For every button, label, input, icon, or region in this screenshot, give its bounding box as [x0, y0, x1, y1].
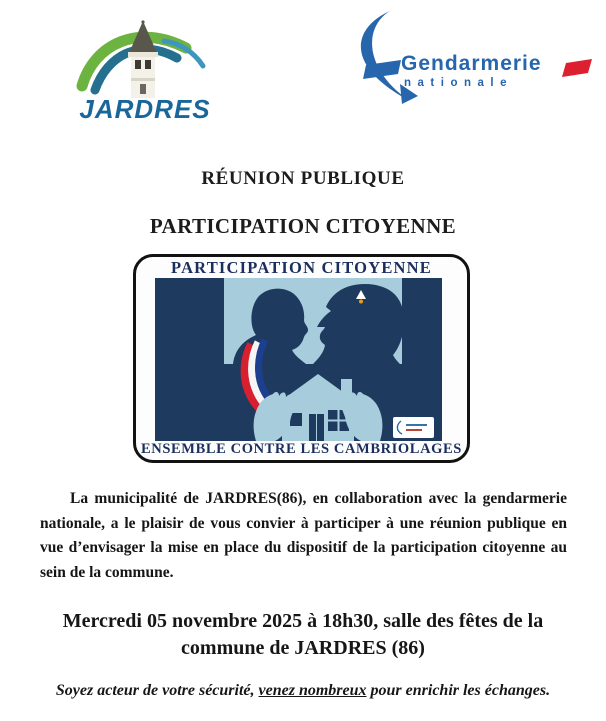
jardres-logo	[74, 20, 216, 125]
partner-badge	[393, 417, 434, 438]
poster-footer: ENSEMBLE CONTRE LES CAMBRIOLAGES	[141, 441, 462, 457]
main-title: RÉUNION PUBLIQUE	[201, 168, 405, 189]
cap-emblem-dot	[359, 300, 363, 304]
poster-header: PARTICIPATION CITOYENNE	[171, 258, 432, 277]
participation-citoyenne-poster	[133, 254, 470, 463]
closing-part2: pour enrichir les échanges.	[366, 682, 551, 699]
event-details: Mercredi 05 novembre 2025 à 18h30, salle des fêtes de la commune de JARDRES (86)	[62, 610, 544, 659]
gendarmerie-logo	[338, 8, 596, 120]
poster-illustration	[155, 278, 442, 441]
poster-art	[155, 278, 442, 441]
jardres-church-icon	[74, 20, 216, 100]
gendarmerie-logo-title: Gendarmerie	[401, 52, 542, 75]
closing-line	[0, 682, 606, 700]
invitation-paragraph: La municipalité de JARDRES(86), en collaboration avec la gendarmerie nationale, a le plaisir de vous convier à participer à une réunion publique en vue d’envisager la mise en place du dispositif de la participation citoyenne au sein de la commune.	[40, 490, 567, 581]
closing-part1: Soyez acteur de votre sécurité,	[55, 682, 259, 699]
gendarmerie-logo-subtitle: nationale	[404, 77, 513, 89]
jardres-logo-label: JARDRES	[79, 94, 211, 124]
closing-underlined: venez nombreux	[258, 682, 367, 699]
sub-title: PARTICIPATION CITOYENNE	[149, 214, 457, 238]
